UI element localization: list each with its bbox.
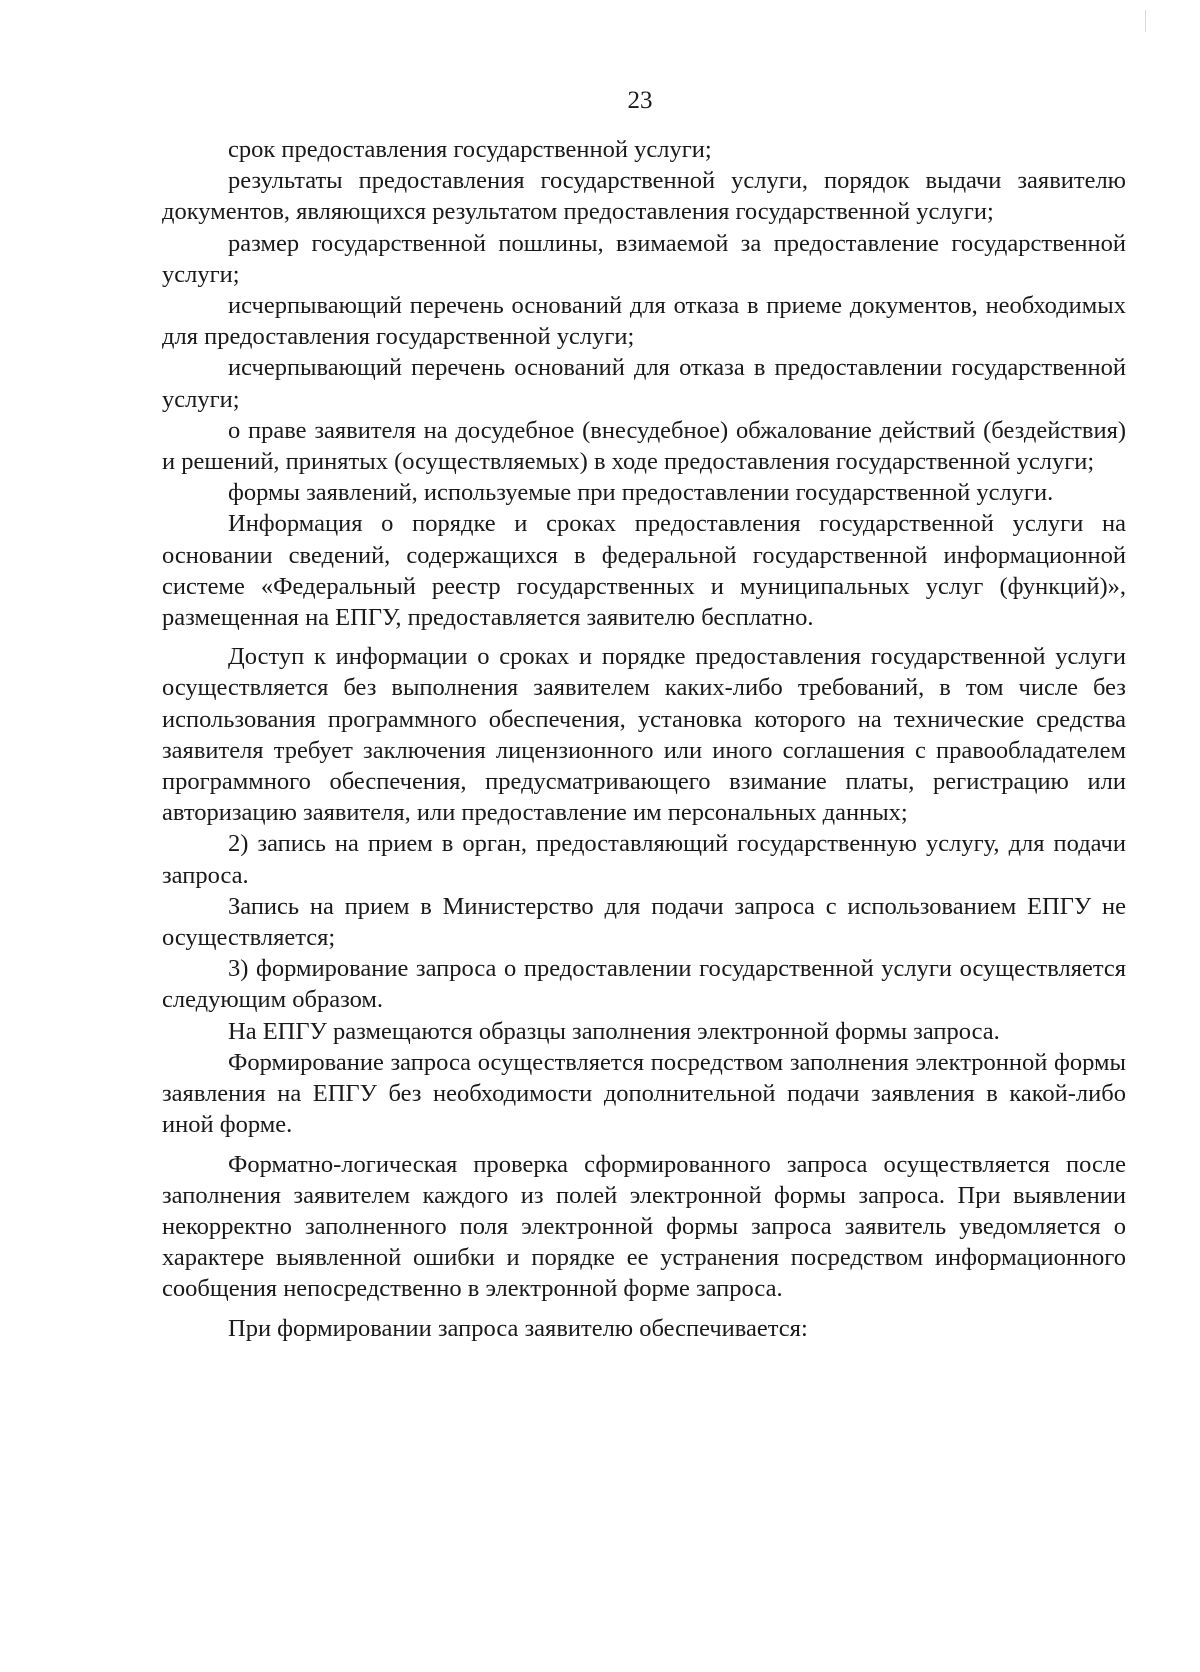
paragraph: размер государственной пошлины, взимаемой за предоставление государственной услуги;: [162, 229, 1126, 288]
paragraph: исчерпывающий перечень оснований для отказа в предоставлении государственной услуги;: [162, 354, 1126, 413]
paragraph: результаты предоставления государственной услуги, порядок выдачи заявителю документов, являющихся результатом предоставления государственной услуги;: [162, 167, 1126, 226]
document-body: [162, 134, 1126, 1344]
paragraph: о праве заявителя на досудебное (внесудебное) обжалование действий (бездействия) и решений, принятых (осуществляемых) в ходе предоставления государственной услуги;: [162, 416, 1126, 476]
paragraph: формы заявлений, используемые при предоставлении государственной услуги.: [228, 479, 1054, 507]
page-number: 23: [627, 87, 653, 114]
paragraph: исчерпывающий перечень оснований для отказа в приеме документов, необходимых для предоставления государственной услуги;: [162, 292, 1126, 351]
paragraph: На ЕПГУ размещаются образцы заполнения электронной формы запроса.: [228, 1017, 1000, 1045]
paragraph: Форматно-логическая проверка сформированного запроса осуществляется после заполнения заявителем каждого из полей электронной формы запроса. При выявлении некорректно заполненного поля электронной формы запроса заявитель уведомляется о характере выявленной ошибки и порядке ее устранения посредством информационного сообщения непосредственно в электронной форме запроса.: [162, 1150, 1126, 1303]
paragraph: Доступ к информации о сроках и порядке предоставления государственной услуги осуществляется без выполнения заявителем каких-либо требований, в том числе без использования программного обеспечения, установка которого на технические средства заявителя требует заключения лицензионного или иного соглашения с правообладателем программного обеспечения, предусматривающего взимание платы, регистрацию или авторизацию заявителя, или предоставление им персональных данных;: [162, 643, 1126, 827]
paragraph: 2) запись на прием в орган, предоставляющий государственную услугу, для подачи запроса.: [162, 830, 1126, 889]
paragraph: срок предоставления государственной услуги;: [228, 136, 712, 163]
paragraph: Запись на прием в Министерство для подачи запроса с использованием ЕПГУ не осуществляется;: [162, 892, 1126, 952]
paragraph: Формирование запроса осуществляется посредством заполнения электронной формы заявления на ЕПГУ без необходимости дополнительной подачи заявления в какой-либо иной форме.: [162, 1048, 1126, 1139]
paragraph: При формировании запроса заявителю обеспечивается:: [228, 1314, 808, 1342]
paragraph: 3) формирование запроса о предоставлении государственной услуги осуществляется следующим образом.: [162, 955, 1126, 1014]
scan-margin-mark: [1145, 10, 1146, 32]
paragraph: Информация о порядке и сроках предоставления государственной услуги на основании сведений, содержащихся в федеральной государственной информационной системе «Федеральный реестр государственных и муниципальных услуг (функций)», размещенная на ЕПГУ, предоставляется заявителю бесплатно.: [162, 510, 1126, 632]
